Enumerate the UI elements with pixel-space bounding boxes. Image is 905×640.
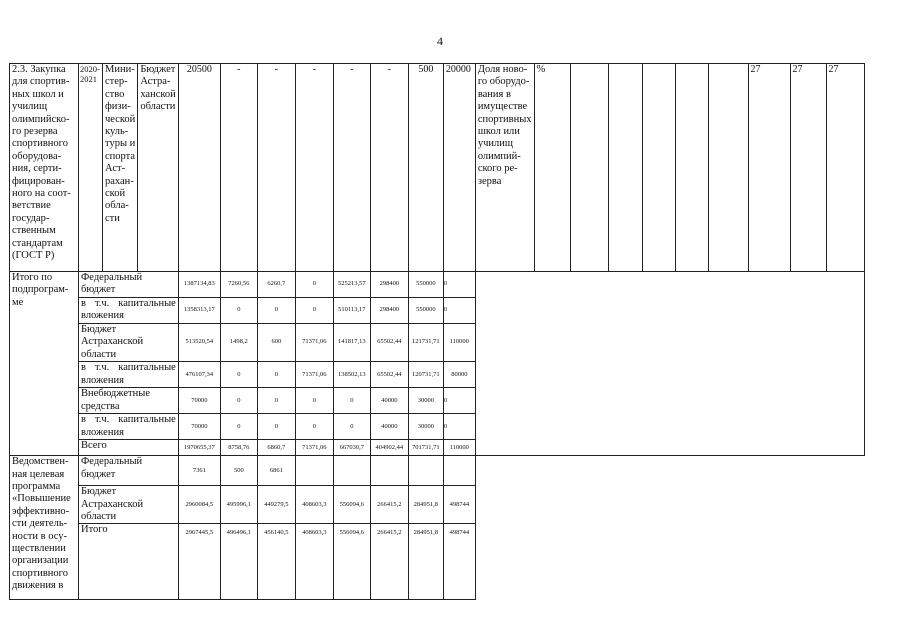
value-cell: 138502,13 xyxy=(333,362,370,388)
value-cell: 0 xyxy=(333,388,370,414)
value-cell: 496496,1 xyxy=(220,524,257,600)
value-cell: 80000 xyxy=(443,362,475,388)
value-cell: 71371,06 xyxy=(295,362,333,388)
value-cell xyxy=(333,456,370,486)
row-label: Всего xyxy=(79,440,179,456)
value-cell: 0 xyxy=(443,388,475,414)
measure-executor: Мини- стер- ство физи- ческой куль- туры и спорта Аст- рахан- ской обла- сти xyxy=(103,64,138,272)
value-cell: 449279,5 xyxy=(257,486,295,524)
value-cell: 284951,8 xyxy=(408,524,443,600)
row-label: Федеральный бюджет xyxy=(79,272,179,298)
value-cell: 556094,6 xyxy=(333,486,370,524)
value-cell: 667030,7 xyxy=(333,440,370,456)
budget-table xyxy=(9,63,865,600)
value-cell: 404902,44 xyxy=(370,440,408,456)
subprogram-total-label: Итого по подпрограм- ме xyxy=(10,272,79,456)
row-label: Бюджет Астраханской области xyxy=(79,324,179,362)
value-cell: 495996,1 xyxy=(220,486,257,524)
value-cell: 498744 xyxy=(443,524,475,600)
measure-name: 2.3. Закупка для спортив- ных школ и училищ олимпийско- го резерва спортивного оборудова- ния, серти- фицирован- ного на соот- ветствие государ- ственным стандартам (ГОСТ Р) xyxy=(10,64,79,272)
value-cell: 0 xyxy=(257,414,295,440)
row-label: в т.ч. капитальные вложения xyxy=(79,414,179,440)
value-cell: 0 xyxy=(257,362,295,388)
value-cell: - xyxy=(370,64,408,272)
value-cell: 0 xyxy=(443,298,475,324)
value-cell: 0 xyxy=(220,388,257,414)
value-cell: 600 xyxy=(257,324,295,362)
value-cell: 110000 xyxy=(443,324,475,362)
value-cell: - xyxy=(333,64,370,272)
value-cell: 65502,44 xyxy=(370,362,408,388)
value-cell: 110000 xyxy=(443,440,475,456)
table-row xyxy=(10,456,865,486)
value-cell: 525213,57 xyxy=(333,272,370,298)
value-cell: 20000 xyxy=(443,64,475,272)
value-cell: 500 xyxy=(220,456,257,486)
value-cell: 2967445,5 xyxy=(178,524,220,600)
value-cell: 550000 xyxy=(408,272,443,298)
row-label: Бюджет Астраханской области xyxy=(79,486,179,524)
measure-years: 2020- 2021 xyxy=(79,64,103,272)
value-cell: 556094,6 xyxy=(333,524,370,600)
value-cell xyxy=(370,456,408,486)
value-cell: 0 xyxy=(295,414,333,440)
row-label: в т.ч. капитальные вложения xyxy=(79,362,179,388)
value-cell xyxy=(408,456,443,486)
value-cell: 65502,44 xyxy=(370,324,408,362)
page-number: 4 xyxy=(437,34,443,48)
value-cell: 1970655,37 xyxy=(178,440,220,456)
row-label: Федеральный бюджет xyxy=(79,456,179,486)
value-cell: 498744 xyxy=(443,486,475,524)
value-cell: 8758,76 xyxy=(220,440,257,456)
value-cell: 71371,06 xyxy=(295,324,333,362)
value-cell: 0 xyxy=(220,298,257,324)
value-cell: 0 xyxy=(295,272,333,298)
value-cell: 7260,56 xyxy=(220,272,257,298)
value-cell: 70000 xyxy=(178,388,220,414)
row-label: в т.ч. капитальные вложения xyxy=(79,298,179,324)
indicator-unit: % xyxy=(534,64,570,272)
value-cell: - xyxy=(220,64,257,272)
value-cell: 141817,13 xyxy=(333,324,370,362)
value-cell: 71371,06 xyxy=(295,440,333,456)
value-cell: 121731,71 xyxy=(408,324,443,362)
value-cell: 500 xyxy=(408,64,443,272)
value-cell: 0 xyxy=(257,298,295,324)
value-cell: 408603,3 xyxy=(295,524,333,600)
value-cell: 408603,3 xyxy=(295,486,333,524)
target-cell: 27 xyxy=(748,64,790,272)
target-cell: 27 xyxy=(826,64,864,272)
value-cell: 7361 xyxy=(178,456,220,486)
table-row xyxy=(10,272,865,298)
value-cell: 6861 xyxy=(257,456,295,486)
value-cell: 40000 xyxy=(370,414,408,440)
value-cell xyxy=(443,456,475,486)
value-cell: 266415,2 xyxy=(370,524,408,600)
value-cell: 298400 xyxy=(370,272,408,298)
value-cell: 550000 xyxy=(408,298,443,324)
value-cell: 0 xyxy=(220,362,257,388)
value-cell: 120731,71 xyxy=(408,362,443,388)
value-cell: 0 xyxy=(257,388,295,414)
row-label: Внебюджетные средства xyxy=(79,388,179,414)
value-cell: 40000 xyxy=(370,388,408,414)
value-cell: 476107,34 xyxy=(178,362,220,388)
value-cell: 70000 xyxy=(178,414,220,440)
indicator-name: Доля ново- го оборудо- вания в имуществе спортивных школ или училищ олимпий- ского ре- зерва xyxy=(475,64,534,272)
value-cell: - xyxy=(295,64,333,272)
value-cell: - xyxy=(257,64,295,272)
value-cell: 0 xyxy=(333,414,370,440)
value-cell: 2960084,5 xyxy=(178,486,220,524)
departmental-program-label: Ведомствен- ная целевая программа «Повышение эффективно- сти деятель- ности в осу- ществлении организации спортивного движения в xyxy=(10,456,79,600)
value-cell: 30000 xyxy=(408,414,443,440)
value-cell: 298400 xyxy=(370,298,408,324)
value-cell: 266415,2 xyxy=(370,486,408,524)
value-cell: 701731,71 xyxy=(408,440,443,456)
value-cell: 0 xyxy=(295,388,333,414)
value-cell: 6260,7 xyxy=(257,272,295,298)
value-cell: 513520,54 xyxy=(178,324,220,362)
value-cell: 456140,5 xyxy=(257,524,295,600)
value-cell: 1358313,17 xyxy=(178,298,220,324)
value-cell: 0 xyxy=(295,298,333,324)
value-cell: 0 xyxy=(443,414,475,440)
value-cell: 20500 xyxy=(178,64,220,272)
value-cell: 1387134,83 xyxy=(178,272,220,298)
value-cell: 30000 xyxy=(408,388,443,414)
row-label: Итого xyxy=(79,524,179,600)
value-cell: 0 xyxy=(443,272,475,298)
target-cell: 27 xyxy=(790,64,826,272)
value-cell: 1498,2 xyxy=(220,324,257,362)
value-cell: 510113,17 xyxy=(333,298,370,324)
measure-source: Бюджет Астра- ханской области xyxy=(138,64,179,272)
value-cell xyxy=(295,456,333,486)
row-2-3 xyxy=(10,64,865,272)
value-cell: 0 xyxy=(220,414,257,440)
value-cell: 6860,7 xyxy=(257,440,295,456)
value-cell: 284951,8 xyxy=(408,486,443,524)
